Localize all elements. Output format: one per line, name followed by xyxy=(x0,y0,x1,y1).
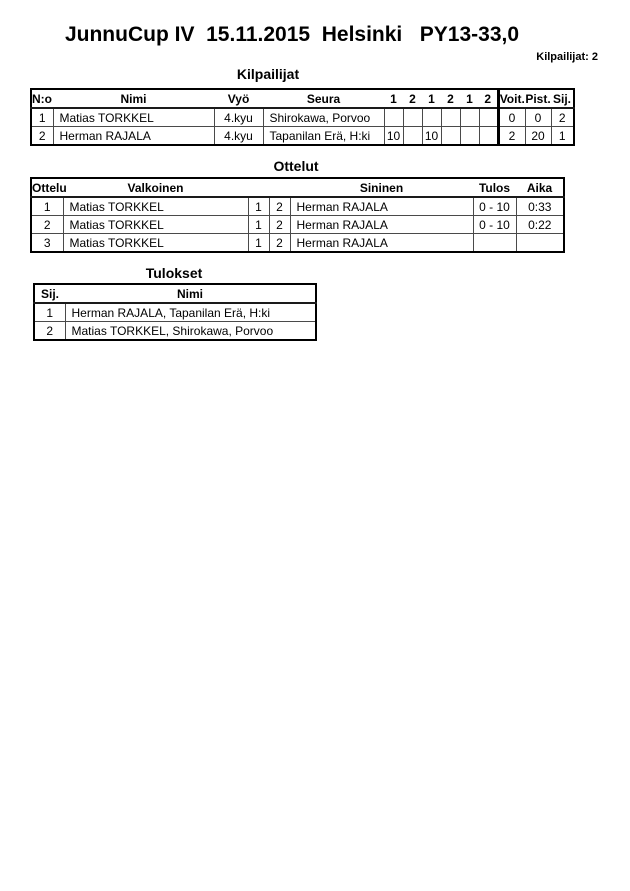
match-time: 0:22 xyxy=(516,216,564,234)
competitor-belt: 4.kyu xyxy=(214,127,263,146)
score-cell: 10 xyxy=(384,127,403,146)
page-title: JunnuCup IV 15.11.2015 Helsinki PY13-33,0 xyxy=(64,23,520,46)
competitor-row xyxy=(31,127,574,146)
match-white-name: Matias TORKKEL xyxy=(63,197,248,216)
score-cell xyxy=(441,108,460,127)
competitor-no: 2 xyxy=(31,127,53,146)
col-header-time: Aika xyxy=(516,178,564,197)
match-blue-name: Herman RAJALA xyxy=(290,216,473,234)
col-header-blue: Sininen xyxy=(290,178,473,197)
col-header-score-1: 1 xyxy=(384,89,403,108)
col-header-score-2: 2 xyxy=(403,89,422,108)
matches-table xyxy=(30,177,565,253)
competitor-name: Herman RAJALA xyxy=(53,127,214,146)
result-place: 1 xyxy=(34,303,65,322)
results-heading: Tulokset xyxy=(145,265,203,281)
col-header-no: N:o xyxy=(31,89,53,108)
result-row xyxy=(34,322,316,341)
match-blue-no: 2 xyxy=(269,197,290,216)
score-cell xyxy=(384,108,403,127)
competitor-points: 20 xyxy=(525,127,551,146)
competitor-club: Shirokawa, Porvoo xyxy=(263,108,384,127)
col-header-match: Ottelu xyxy=(31,178,63,197)
competitors-table xyxy=(30,88,575,146)
col-header-score-4: 2 xyxy=(441,89,460,108)
match-time xyxy=(516,234,564,253)
match-blue-no: 2 xyxy=(269,234,290,253)
matches-header-row xyxy=(31,178,564,197)
score-cell xyxy=(460,127,479,146)
competitor-points: 0 xyxy=(525,108,551,127)
score-cell xyxy=(403,127,422,146)
competitor-belt: 4.kyu xyxy=(214,108,263,127)
col-header-place: Sij. xyxy=(551,89,574,108)
competitor-no: 1 xyxy=(31,108,53,127)
competitor-place: 2 xyxy=(551,108,574,127)
match-no: 1 xyxy=(31,197,63,216)
col-header-score-5: 1 xyxy=(460,89,479,108)
competitor-place: 1 xyxy=(551,127,574,146)
col-header-name: Nimi xyxy=(53,89,214,108)
match-no: 2 xyxy=(31,216,63,234)
col-header-white-no xyxy=(248,178,269,197)
col-header-result: Tulos xyxy=(473,178,516,197)
col-header-white: Valkoinen xyxy=(63,178,248,197)
competitor-club: Tapanilan Erä, H:ki xyxy=(263,127,384,146)
competitor-wins: 2 xyxy=(498,127,525,146)
match-blue-name: Herman RAJALA xyxy=(290,234,473,253)
col-header-score-3: 1 xyxy=(422,89,441,108)
result-place: 2 xyxy=(34,322,65,341)
match-white-no: 1 xyxy=(248,216,269,234)
match-blue-no: 2 xyxy=(269,216,290,234)
match-white-name: Matias TORKKEL xyxy=(63,234,248,253)
col-header-belt: Vyö xyxy=(214,89,263,108)
result-name: Herman RAJALA, Tapanilan Erä, H:ki xyxy=(65,303,316,322)
match-blue-name: Herman RAJALA xyxy=(290,197,473,216)
competitors-header-row xyxy=(31,89,574,108)
result-row xyxy=(34,303,316,322)
col-header-blue-no xyxy=(269,178,290,197)
col-header-score-6: 2 xyxy=(479,89,498,108)
score-cell xyxy=(479,108,498,127)
results-table xyxy=(33,283,317,341)
results-header-row xyxy=(34,284,316,303)
match-result xyxy=(473,234,516,253)
match-result: 0 - 10 xyxy=(473,216,516,234)
match-white-name: Matias TORKKEL xyxy=(63,216,248,234)
col-header-name: Nimi xyxy=(65,284,316,303)
score-cell xyxy=(479,127,498,146)
match-no: 3 xyxy=(31,234,63,253)
match-row xyxy=(31,197,564,216)
score-cell xyxy=(460,108,479,127)
match-white-no: 1 xyxy=(248,234,269,253)
match-time: 0:33 xyxy=(516,197,564,216)
col-header-place: Sij. xyxy=(34,284,65,303)
col-header-wins: Voit. xyxy=(498,89,525,108)
competitors-count: Kilpailijat: 2 xyxy=(536,51,598,63)
competitor-wins: 0 xyxy=(498,108,525,127)
score-cell xyxy=(441,127,460,146)
score-cell xyxy=(403,108,422,127)
match-result: 0 - 10 xyxy=(473,197,516,216)
col-header-club: Seura xyxy=(263,89,384,108)
match-row xyxy=(31,234,564,253)
competitor-name: Matias TORKKEL xyxy=(53,108,214,127)
competitor-row xyxy=(31,108,574,127)
match-white-no: 1 xyxy=(248,197,269,216)
match-row xyxy=(31,216,564,234)
col-header-points: Pist. xyxy=(525,89,551,108)
score-cell: 10 xyxy=(422,127,441,146)
result-name: Matias TORKKEL, Shirokawa, Porvoo xyxy=(65,322,316,341)
competitors-heading: Kilpailijat xyxy=(236,66,300,82)
matches-heading: Ottelut xyxy=(273,158,319,174)
score-cell xyxy=(422,108,441,127)
